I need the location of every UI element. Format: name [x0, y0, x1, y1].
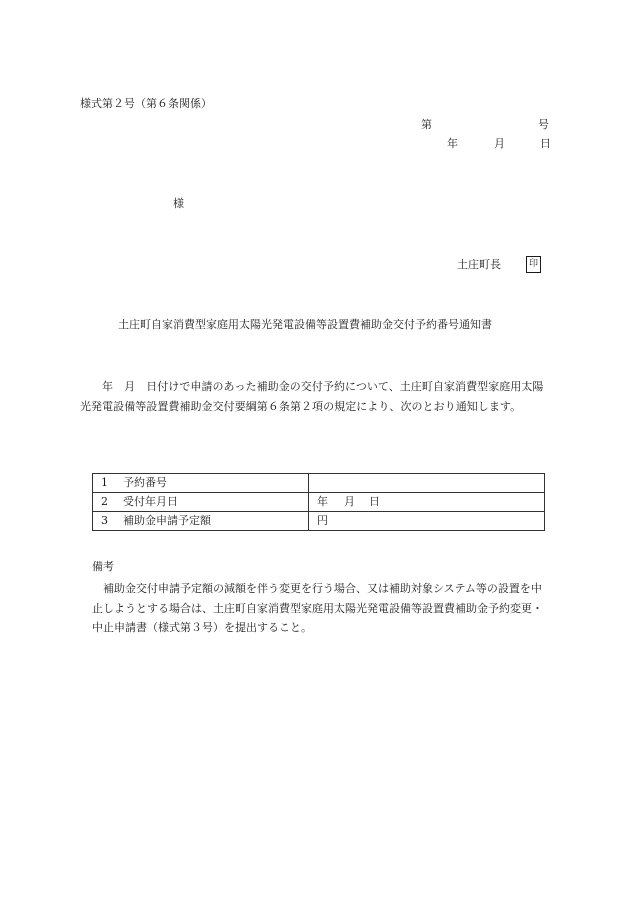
table-label-cell [93, 512, 309, 531]
body-paragraph: 年 月 日付けで申請のあった補助金の交付予約について、土庄町自家消費型家庭用太陽光発電設備等設置費補助金交付要綱第６条第２項の規定により、次のとおり通知します。 [80, 380, 544, 413]
document-number-suffix: 号 [538, 118, 549, 131]
issuer-title: 土庄町長 [457, 258, 501, 271]
row-label: 補助金申請予定額 [123, 514, 211, 527]
day-unit: 日 [369, 495, 380, 508]
remarks-heading: 備考 [92, 560, 114, 573]
date-day-unit: 日 [540, 137, 551, 150]
table-label-cell [93, 493, 309, 512]
planned-amount-value [309, 512, 545, 531]
remarks-paragraph: 補助金交付申請予定額の減額を伴う変更を行う場合、又は補助対象システム等の設置を中止しようとする場合は、土庄町自家消費型家庭用太陽光発電設備等設置費補助金予約変更・中止申請書（様式第３号）を提出すること。 [92, 582, 543, 634]
seal-mark: 印 [526, 256, 541, 273]
form-number-label: 様式第２号（第６条関係） [80, 97, 212, 110]
month-unit: 月 [344, 495, 355, 508]
date-year-unit: 年 [447, 137, 458, 150]
reservation-number-value [309, 474, 545, 493]
row-number: 3 [101, 514, 108, 527]
row-label: 予約番号 [123, 476, 167, 489]
row-label: 受付年月日 [123, 495, 178, 508]
document-number-prefix: 第 [421, 118, 432, 131]
addressee-honorific: 様 [173, 197, 184, 210]
table-row [93, 493, 545, 512]
table-label-cell [93, 474, 309, 493]
year-unit: 年 [317, 495, 328, 508]
table-row [93, 512, 545, 531]
date-month-unit: 月 [494, 137, 505, 150]
yen-unit: 円 [317, 514, 328, 527]
document-title: 土庄町自家消費型家庭用太陽光発電設備等設置費補助金交付予約番号通知書 [118, 318, 492, 331]
receipt-date-value [309, 493, 545, 512]
details-table [92, 473, 545, 531]
table-row [93, 474, 545, 493]
row-number: 2 [101, 495, 108, 508]
row-number: 1 [101, 476, 108, 489]
